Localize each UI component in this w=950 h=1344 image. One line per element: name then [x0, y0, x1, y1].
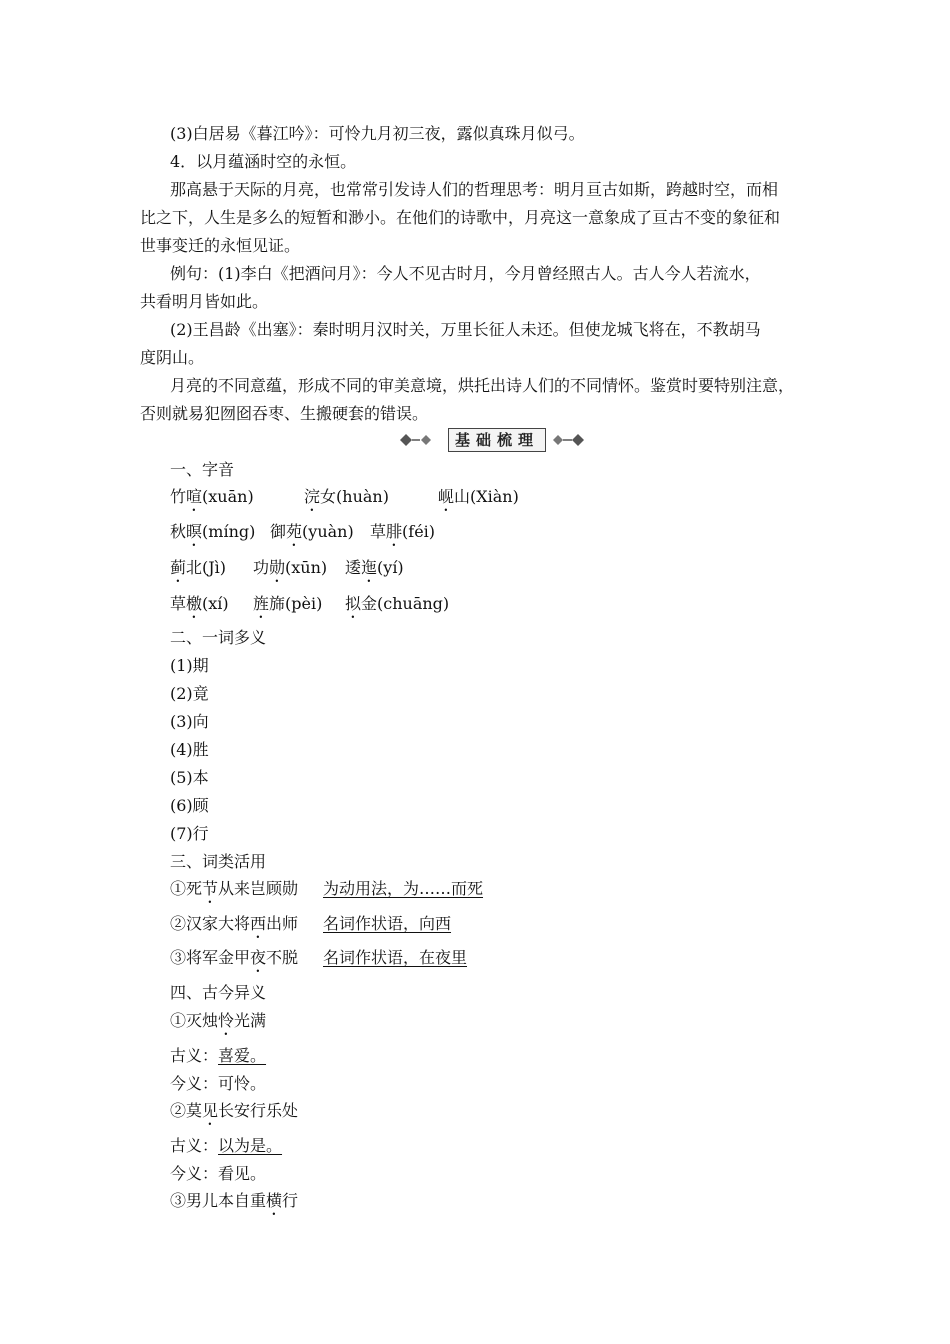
polysemy-item: (5)本: [170, 768, 209, 787]
example1-line2: 共看明月皆如此。: [140, 292, 269, 311]
polysemy-item: (2)竟: [170, 684, 209, 703]
pron-item: 功勋(xūn): [253, 558, 328, 577]
para1-line2: 比之下，人生是多么的短暂和渺小。在他们的诗歌中，月亮这一意象成了亘古不变的象征和: [140, 208, 781, 227]
ancient-modern-item: ①灭烛怜光满: [170, 1011, 267, 1030]
sec4-heading: 四、古今异义: [170, 983, 267, 1002]
polysemy-item: (7)行: [170, 824, 209, 843]
ancient-modern-item: ②莫见长安行乐处: [170, 1101, 299, 1120]
sec1-heading: 一、字音: [170, 460, 235, 479]
polysemy-item: (6)顾: [170, 796, 209, 815]
modern-meaning: 今义：可怜。: [170, 1074, 267, 1093]
word-usage-answer: 为动用法，为……而死: [323, 879, 484, 898]
word-usage-item: ①死节从来岂顾勋: [170, 879, 299, 898]
para2-line1: 月亮的不同意蕴，形成不同的审美意境，烘托出诗人们的不同情怀。鉴赏时要特别注意，: [170, 376, 795, 395]
pron-item: 拟金(chuāng): [345, 594, 450, 613]
word-usage-item: ③将军金甲夜不脱: [170, 948, 299, 967]
example2-line2: 度阴山。: [140, 348, 205, 367]
word-usage-answer: 名词作状语，向西: [323, 914, 452, 933]
pron-item: 旌旆(pèi): [253, 594, 323, 613]
polysemy-item: (3)向: [170, 712, 209, 731]
section-banner: [370, 428, 610, 452]
pron-item: 草檄(xí): [170, 594, 229, 613]
ancient-modern-item: ③男儿本自重横行: [170, 1191, 299, 1210]
ancient-meaning: 古义：以为是。: [170, 1136, 283, 1155]
para1-line3: 世事变迁的永恒见证。: [140, 236, 301, 255]
pron-item: 蓟北(Jì): [170, 558, 227, 577]
polysemy-item: (4)胜: [170, 740, 209, 759]
para2-line2: 否则就易犯囫囵吞枣、生搬硬套的错误。: [140, 404, 429, 423]
ancient-meaning: 古义：喜爱。: [170, 1046, 267, 1065]
polysemy-item: (1)期: [170, 656, 209, 675]
pron-item: 浣女(huàn): [304, 487, 389, 506]
modern-meaning: 今义：看见。: [170, 1164, 267, 1183]
word-usage-item: ②汉家大将西出师: [170, 914, 299, 933]
example2-line1: (2)王昌龄《出塞》：秦时明月汉时关，万里长征人未还。但使龙城飞将在，不教胡马: [170, 320, 761, 339]
word-usage-answer: 名词作状语，在夜里: [323, 948, 468, 967]
example1-line1: 例句：(1)李白《把酒问月》：今人不见古时月，今月曾经照古人。古人今人若流水，: [170, 264, 761, 283]
banner-title: 基础梳理: [448, 428, 546, 452]
sec2-heading: 二、一词多义: [170, 628, 267, 647]
pron-item: 御苑(yuàn): [270, 522, 354, 541]
pron-item: 草腓(féi): [370, 522, 436, 541]
heading-4: 4．以月蕴涵时空的永恒。: [170, 152, 357, 171]
sec3-heading: 三、词类活用: [170, 852, 267, 871]
pron-item: 竹喧(xuān): [170, 487, 254, 506]
para1-line1: 那高悬于天际的月亮，也常常引发诗人们的哲理思考：明月亘古如斯，跨越时空，而相: [170, 180, 779, 199]
pron-item: 逶迤(yí): [345, 558, 404, 577]
pron-item: 秋暝(míng): [170, 522, 256, 541]
pron-item: 岘山(Xiàn): [438, 487, 519, 506]
line-bai-juyi: (3)白居易《暮江吟》：可怜九月初三夜，露似真珠月似弓。: [170, 124, 585, 143]
